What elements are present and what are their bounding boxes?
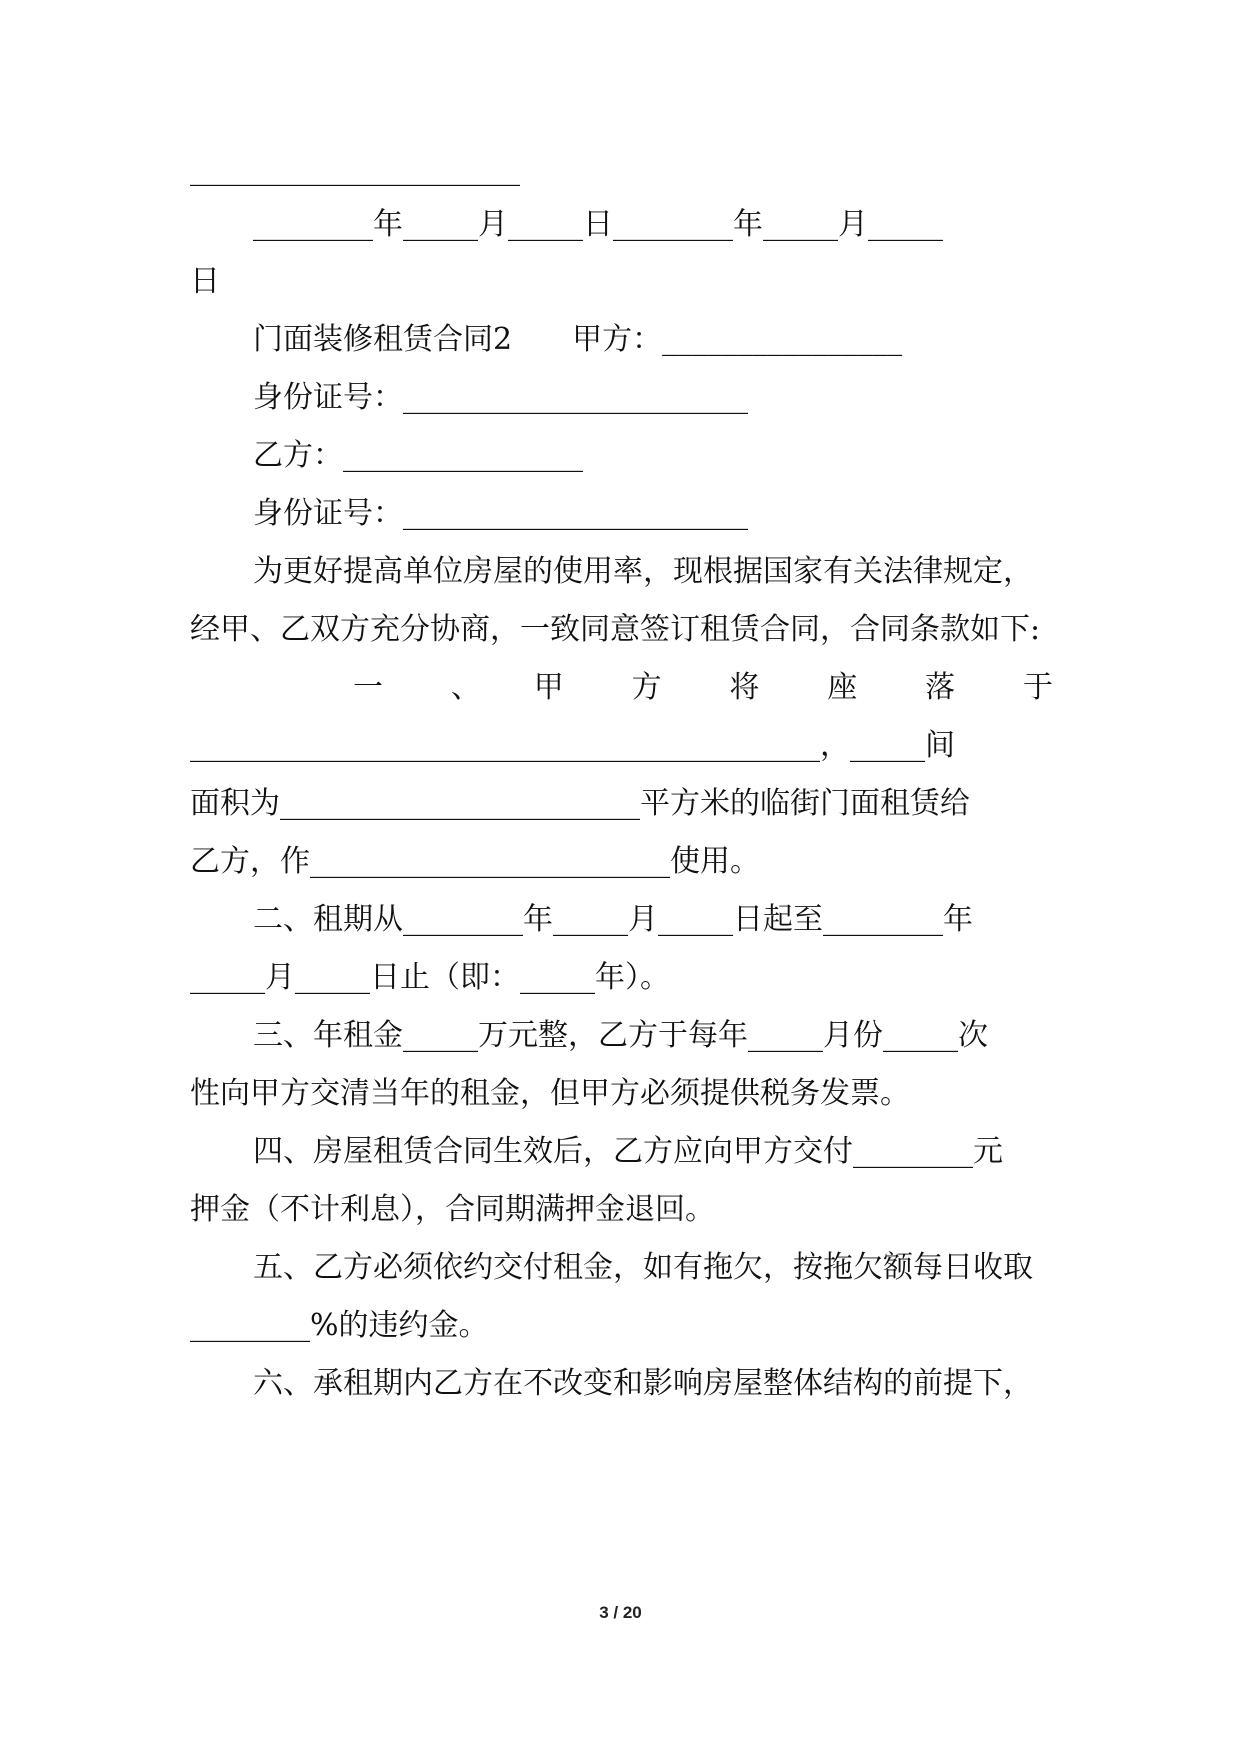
text-line: 押金（不计利息），合同期满押金退回。 [190, 1192, 715, 1227]
text-line: 四、房屋租赁合同生效后，乙方应向甲方交付________元 [253, 1134, 1003, 1169]
text-line: 门面装修租赁合同2 甲方：________________ [253, 322, 903, 357]
text-line: 乙方：________________ [253, 438, 583, 473]
text-line: 为更好提高单位房屋的使用率，现根据国家有关法律规定， [253, 554, 1033, 589]
text-line: 乙方，作________________________使用。 [190, 844, 760, 879]
text-line: __________________________________________，_____间 [190, 728, 955, 763]
text-line: 五、乙方必须依约交付租金，如有拖欠，按拖欠额每日收取 [253, 1250, 1033, 1285]
page-number: 3 / 20 [599, 1603, 642, 1622]
text-line: _____月_____日止（即：_____年）。 [190, 960, 670, 995]
text-line: 身份证号：_______________________ [253, 496, 748, 531]
text-line: 一 、 甲 方 将 座 落 于 [353, 670, 1053, 705]
text-line: 身份证号：_______________________ [253, 380, 748, 415]
text-line: 日 [190, 264, 220, 299]
text-line: 六、承租期内乙方在不改变和影响房屋整体结构的前提下， [253, 1366, 1033, 1401]
text-line: ______________________ [190, 152, 520, 187]
text-line: 面积为________________________平方米的临街门面租赁给 [190, 786, 970, 821]
text-line: ________年_____月_____日________年_____月_____ [253, 207, 943, 242]
text-line: 三、年租金_____万元整，乙方于每年_____月份_____次 [253, 1018, 988, 1053]
text-line: 经甲、乙双方充分协商，一致同意签订租赁合同，合同条款如下: [190, 612, 1041, 647]
text-line: ________%的违约金。 [190, 1308, 489, 1343]
text-line: 二、租期从________年_____月_____日起至________年 [253, 902, 973, 937]
text-line: 性向甲方交清当年的租金，但甲方必须提供税务发票。 [190, 1076, 910, 1111]
